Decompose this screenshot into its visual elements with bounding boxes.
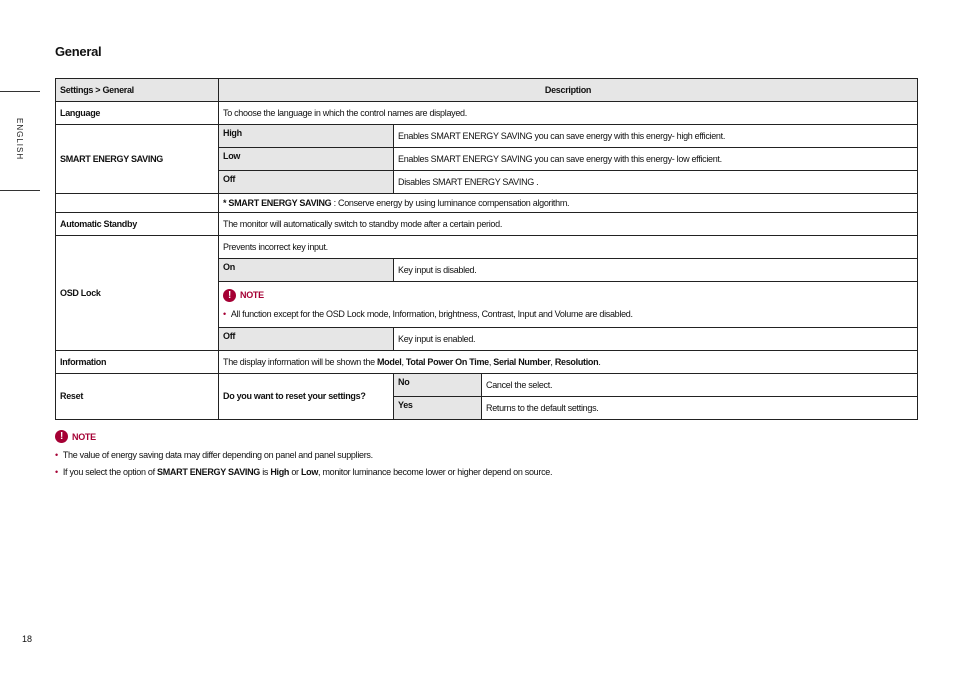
osd-lock-label: OSD Lock (56, 236, 219, 351)
bottom-note-2-p4: , monitor luminance become lower or higher depend on source. (318, 467, 553, 477)
osd-note-text: All function except for the OSD Lock mode, Information, brightness, Contrast, Input and Volume are disabled. (230, 309, 633, 319)
bottom-note-2-b3: Low (300, 467, 319, 477)
empty-cell (56, 194, 219, 213)
bullet-icon: • (55, 450, 58, 460)
information-item-serial: Serial Number (493, 356, 551, 367)
reset-label: Reset (56, 374, 219, 420)
osd-note-cell (219, 282, 918, 328)
osd-note-item (223, 309, 913, 320)
side-language-label: ENGLISH (15, 118, 24, 161)
table-row-information (56, 351, 918, 374)
page-number: 18 (22, 634, 33, 644)
bottom-note-2-b1: SMART ENERGY SAVING (157, 467, 261, 477)
smart-energy-label: SMART ENERGY SAVING (56, 125, 219, 194)
table-row-language (56, 102, 918, 125)
information-sep: , (550, 356, 555, 367)
table-row-smart-footnote (56, 194, 918, 213)
smart-low-desc: Enables SMART ENERGY SAVING you can save energy with this energy- low efficient. (394, 148, 918, 171)
side-rule-bottom (0, 190, 40, 191)
osd-note-label: NOTE (240, 290, 264, 300)
reset-no-name: No (394, 374, 482, 397)
reset-no-desc: Cancel the select. (482, 374, 918, 397)
reset-yes-desc: Returns to the default settings. (482, 397, 918, 420)
bottom-note-2-p2: is (260, 467, 271, 477)
smart-off-name: Off (219, 171, 394, 194)
information-sep: , (488, 356, 494, 367)
bottom-note-head (55, 430, 552, 443)
bottom-note-2-p3: or (289, 467, 301, 477)
smart-footnote (219, 194, 918, 213)
osd-off-desc: Key input is enabled. (394, 328, 918, 351)
table-row-osd-intro (56, 236, 918, 259)
information-label: Information (56, 351, 219, 374)
information-item-power-on: Total Power On Time (405, 356, 489, 367)
information-item-resolution: Resolution (554, 356, 599, 367)
bullet-icon: • (55, 467, 58, 477)
osd-on-name: On (219, 259, 394, 282)
table-row-smart-high (56, 125, 918, 148)
osd-note-head (223, 289, 913, 302)
bottom-note-2-p1: If you select the option of (62, 467, 158, 477)
reset-question: Do you want to reset your settings? (219, 374, 394, 420)
language-label: Language (56, 102, 219, 125)
standby-label: Automatic Standby (56, 213, 219, 236)
side-rule-top (0, 91, 40, 92)
bullet-icon: • (223, 309, 226, 319)
smart-high-desc: Enables SMART ENERGY SAVING you can save energy with this energy- high efficient. (394, 125, 918, 148)
information-sep: , (401, 356, 406, 367)
information-desc (219, 351, 918, 374)
osd-on-desc: Key input is disabled. (394, 259, 918, 282)
bottom-note-text-1: The value of energy saving data may differ depending on panel and panel suppliers. (62, 450, 373, 460)
bottom-note (55, 430, 552, 477)
bottom-note-2-b2: High (270, 467, 290, 477)
smart-footnote-text: : Conserve energy by using luminance compensation algorithm. (331, 197, 570, 208)
information-item-model: Model (376, 356, 402, 367)
bottom-note-label: NOTE (72, 431, 96, 442)
exclamation-circle-icon: ! (223, 289, 236, 302)
smart-low-name: Low (219, 148, 394, 171)
smart-off-desc: Disables SMART ENERGY SAVING . (394, 171, 918, 194)
smart-footnote-bold: * SMART ENERGY SAVING (223, 197, 332, 208)
bottom-note-item-1 (55, 450, 552, 460)
standby-desc: The monitor will automatically switch to standby mode after a certain period. (219, 213, 918, 236)
header-description: Description (219, 79, 918, 102)
table-header-row (56, 79, 918, 102)
page-title: General (55, 44, 102, 59)
settings-table (55, 78, 918, 420)
information-suffix: . (598, 356, 601, 367)
header-settings: Settings > General (56, 79, 219, 102)
osd-off-name: Off (219, 328, 394, 351)
table-row-reset-no (56, 374, 918, 397)
exclamation-circle-icon: ! (55, 430, 68, 443)
bottom-note-item-2 (55, 467, 552, 477)
language-desc: To choose the language in which the control names are displayed. (219, 102, 918, 125)
osd-intro: Prevents incorrect key input. (219, 236, 918, 259)
smart-high-name: High (219, 125, 394, 148)
reset-yes-name: Yes (394, 397, 482, 420)
table-row-standby (56, 213, 918, 236)
information-prefix: The display information will be shown the (223, 356, 377, 367)
